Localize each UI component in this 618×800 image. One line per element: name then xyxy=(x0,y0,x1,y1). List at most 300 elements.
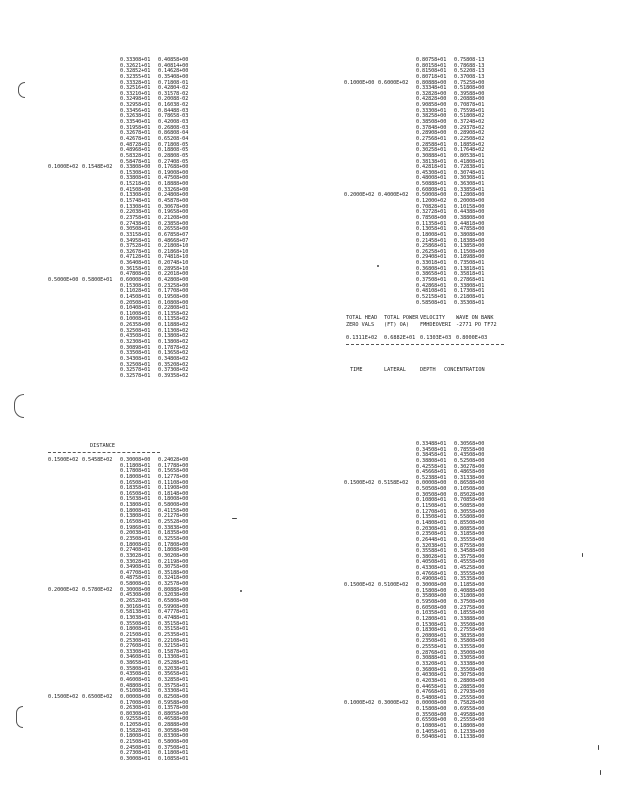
table-cell: 0.33208+01 xyxy=(416,660,447,667)
table-cell: 0.71808-01 xyxy=(158,79,189,86)
table-cell: 0.75828+00 xyxy=(454,700,485,707)
table-cell: 0.52508+00 xyxy=(454,457,485,464)
table-cell: 0.35588+01 xyxy=(416,548,447,555)
table-cell: 0.5000E+00 xyxy=(48,276,79,283)
table-cell: 0.30898+01 xyxy=(120,344,151,351)
table-cell: 0.32558+00 xyxy=(158,535,189,542)
table-cell: 0.54808+01 xyxy=(416,694,447,701)
table-cell: 0.20508+01 xyxy=(120,299,151,306)
table-cell: 0.51008+01 xyxy=(120,688,151,695)
table-cell: 0.30748+01 xyxy=(454,169,485,176)
table-cell: 0.45878+00 xyxy=(158,198,189,205)
table-cell: 0.32158+01 xyxy=(158,643,189,650)
table-cell: 0.38808+00 xyxy=(454,214,485,221)
table-cell: 0.31578-02 xyxy=(158,90,189,97)
table-cell: 0.33058+00 xyxy=(454,655,485,662)
table-cell: 0.27438+01 xyxy=(120,220,151,227)
table-cell: 0.49008+01 xyxy=(416,576,447,583)
table-cell: 0.30258+01 xyxy=(416,147,447,154)
table-cell: 0.30168+01 xyxy=(120,603,151,610)
table-cell: 0.60508+00 xyxy=(416,604,447,611)
table-cell: 0.86588+00 xyxy=(454,480,485,487)
table-cell: 0.3000E+02 xyxy=(378,700,409,707)
table-cell: 0.1500E+02 xyxy=(344,480,375,487)
table-cell: 0.32498+01 xyxy=(120,96,151,103)
table-cell: 0.20088-02 xyxy=(158,96,189,103)
table-cell: 0.47128+01 xyxy=(120,254,151,261)
table-cell: 0.13808+02 xyxy=(158,339,189,346)
table-cell: 0.42818+01 xyxy=(416,164,447,171)
table-cell: 0.15828+01 xyxy=(120,727,151,734)
table-cell: 0.11808+01 xyxy=(158,750,189,757)
table-cell: 0.38028+01 xyxy=(416,553,447,560)
table-cell: 0.15308+01 xyxy=(416,621,447,628)
table-cell: 0.84488-03 xyxy=(158,107,189,114)
table-cell: 0.12708+01 xyxy=(416,508,447,515)
table-cell: 0.65508+00 xyxy=(416,717,447,724)
table-cell: 0.48968+01 xyxy=(120,147,151,154)
table-block-top-left xyxy=(48,58,198,380)
table-cell: 0.21208+00 xyxy=(158,214,189,221)
table-cell: 0.38088+00 xyxy=(454,231,485,238)
table-cell: 0.18558+00 xyxy=(454,610,485,617)
table-cell: 0.18388+00 xyxy=(454,237,485,244)
table-cell: 0.41808+01 xyxy=(454,158,485,165)
table-cell: 0.75598+01 xyxy=(454,107,485,114)
table-cell: 0.18088+00 xyxy=(158,547,189,554)
table-cell: 0.11358+02 xyxy=(158,310,189,317)
table-cell: 0.52208-13 xyxy=(454,68,485,75)
table-cell: 0.60808+01 xyxy=(416,186,447,193)
table-cell: 0.00008+00 xyxy=(120,693,151,700)
table-cell: 0.27568+01 xyxy=(416,135,447,142)
table-cell: 0.23858+00 xyxy=(158,220,189,227)
table-cell: 0.30208+00 xyxy=(158,552,189,559)
table-cell: 0.25528+00 xyxy=(158,519,189,526)
table-cell: 0.48728+01 xyxy=(120,141,151,148)
table-cell: 0.45558+00 xyxy=(454,559,485,566)
table-cell: 0.2000E+02 xyxy=(48,586,79,593)
table-cell: 0.69558+00 xyxy=(454,706,485,713)
table-cell: 0.70858+00 xyxy=(454,497,485,504)
table-cell: 0.27558+00 xyxy=(454,627,485,634)
table-cell: 0.58328+01 xyxy=(120,152,151,159)
table-cell: 0.52388+01 xyxy=(416,474,447,481)
table-cell: 0.28808+00 xyxy=(454,677,485,684)
table-cell: 0.11008+01 xyxy=(120,310,151,317)
table-cell: 0.30558+00 xyxy=(454,508,485,515)
table-cell: 0.58008+01 xyxy=(120,581,151,588)
table-cell: 0.25558+00 xyxy=(454,694,485,701)
table-cell: 0.20748+10 xyxy=(158,260,189,267)
table-cell: 0.32516+01 xyxy=(120,85,151,92)
table-cell: 0.73508+01 xyxy=(454,260,485,267)
table-cell: 0.19658+00 xyxy=(158,209,189,216)
table-cell: 0.32355+01 xyxy=(120,73,151,80)
table-cell: 0.13818+01 xyxy=(454,265,485,272)
table-cell: 0.26558+00 xyxy=(158,226,189,233)
table-cell: 0.50888+01 xyxy=(416,181,447,188)
summary-value-4: 0.8000E+03 xyxy=(456,335,488,341)
table-cell: 0.44388+00 xyxy=(454,209,485,216)
table-cell: 0.13308+01 xyxy=(158,654,189,661)
table-cell: 0.42828+00 xyxy=(416,96,447,103)
table-cell: 0.40308+01 xyxy=(416,672,447,679)
table-cell: 0.25558+01 xyxy=(416,644,447,651)
table-cell: 0.75258+00 xyxy=(454,79,485,86)
table-cell: 0.5458E+02 xyxy=(82,457,113,463)
summary-subheader-2: (FT) OA) xyxy=(384,322,409,328)
table-cell: 0.35508+00 xyxy=(454,666,485,673)
table-cell: 0.30008+00 xyxy=(120,457,151,463)
table-cell: 0.42808+00 xyxy=(158,276,189,283)
table-cell: 0.85508+00 xyxy=(454,519,485,526)
table-cell: 0.86808-04 xyxy=(158,130,189,137)
table-cell: 0.34958+01 xyxy=(120,237,151,244)
table-cell: 0.23758+01 xyxy=(120,214,151,221)
table-cell: 0.11858+00 xyxy=(454,582,485,589)
table-cell: 0.18008+00 xyxy=(158,496,189,503)
table-cell: 0.47858+00 xyxy=(454,226,485,233)
table-cell: 0.40508+01 xyxy=(416,559,447,566)
table-cell: 0.34308+01 xyxy=(120,355,151,362)
table-cell: 0.51808+02 xyxy=(454,113,485,120)
table-cell: 0.65208-04 xyxy=(158,135,189,142)
table-cell: 0.33540+01 xyxy=(120,119,151,126)
table-cell: 0.18008+01 xyxy=(120,733,151,740)
table-cell: 0.00008+00 xyxy=(416,700,447,707)
table-cell: 0.40814+00 xyxy=(158,62,189,69)
table-cell: 0.48758+01 xyxy=(120,575,151,582)
table-cell: 0.80718+01 xyxy=(416,73,447,80)
table-cell xyxy=(378,735,416,741)
table-cell: 0.29378+02 xyxy=(454,124,485,131)
table-cell: 0.14808+01 xyxy=(416,519,447,526)
table-cell: 0.15748+01 xyxy=(120,198,151,205)
table-cell: 0.27408+01 xyxy=(120,547,151,554)
table-cell: 0.35158+01 xyxy=(158,626,189,633)
table-cell: 0.40858+00 xyxy=(158,57,189,63)
table-cell xyxy=(344,735,378,741)
table-cell xyxy=(82,757,120,763)
table-cell: 0.35758+01 xyxy=(158,682,189,689)
table-cell: 0.35188+00 xyxy=(158,569,189,576)
table-cell: 0.46588+00 xyxy=(158,716,189,723)
table-cell: 0.32958+01 xyxy=(120,102,151,109)
table-row xyxy=(48,757,198,763)
table-cell: 0.35758+00 xyxy=(454,553,485,560)
table-cell: 0.60008+00 xyxy=(120,276,151,283)
table-cell: 0.52158+01 xyxy=(416,293,447,300)
table-cell: 0.33308+01 xyxy=(120,648,151,655)
binder-hole-bottom xyxy=(16,706,23,728)
table-cell: 0.11108+00 xyxy=(158,479,189,486)
table-cell: 0.87558+00 xyxy=(454,542,485,549)
table-cell: 0.32578+01 xyxy=(120,367,151,374)
table-cell: 0.32508+01 xyxy=(120,327,151,334)
table-cell: 0.25868+01 xyxy=(416,243,447,250)
table-cell: 0.36808+01 xyxy=(416,666,447,673)
table-cell: 0.50508+00 xyxy=(416,486,447,493)
table-cell: 0.92558+01 xyxy=(120,716,151,723)
table-cell: 0.30758+00 xyxy=(454,672,485,679)
table-cell: 0.14058+01 xyxy=(416,728,447,735)
table-cell: 0.43508+01 xyxy=(120,671,151,678)
table-cell: 0.23508+01 xyxy=(416,531,447,538)
table-cell: 0.28958+10 xyxy=(158,265,189,272)
table-cell: 0.24508+01 xyxy=(120,744,151,751)
table-cell: 0.32638+01 xyxy=(120,113,151,120)
table-cell: 0.15808+00 xyxy=(416,706,447,713)
table-cell: 0.1000E+02 xyxy=(48,164,79,171)
table-cell: 0.19508+00 xyxy=(158,293,189,300)
table-cell: 0.65808+00 xyxy=(158,598,189,605)
table-cell: 0.26528+01 xyxy=(120,598,151,605)
table-cell: 0.18808+00 xyxy=(454,723,485,730)
table-cell: 0.47668+01 xyxy=(416,570,447,577)
table-cell: 0.15308+01 xyxy=(120,169,151,176)
table-cell: 0.18008+01 xyxy=(120,507,151,514)
table-cell: 0.67858+07 xyxy=(158,231,189,238)
table-row xyxy=(48,374,198,380)
table-cell: 0.55808+00 xyxy=(454,514,485,521)
table-cell: 0.47488+01 xyxy=(158,614,189,621)
table-cell: 0.38658+01 xyxy=(120,660,151,667)
table-cell: 0.21868+10 xyxy=(158,248,189,255)
table-cell: 0.44818+00 xyxy=(454,220,485,227)
table-cell: 0.36808+01 xyxy=(416,265,447,272)
table-cell: 0.33268+00 xyxy=(158,186,189,193)
table-cell: 0.1000E+02 xyxy=(344,700,375,707)
table-cell: 0.33456+01 xyxy=(120,107,151,114)
table-cell: 0.42678+01 xyxy=(120,135,151,142)
table-cell: 0.58508+01 xyxy=(416,299,447,306)
summary-header-2: TOTAL POWER xyxy=(384,315,419,321)
table-cell: 0.32038+00 xyxy=(158,592,189,599)
binder-hole-middle xyxy=(14,394,24,418)
table-cell: 0.30508+00 xyxy=(416,491,447,498)
table-cell: 0.16508+01 xyxy=(120,490,151,497)
table-cell: 0.28588+01 xyxy=(416,141,447,148)
table-cell: 0.33328+01 xyxy=(120,79,151,86)
table-cell: 0.18008+01 xyxy=(120,541,151,548)
table-cell: 0.12338+00 xyxy=(454,728,485,735)
table-cell: 0.45308+00 xyxy=(120,592,151,599)
table-cell: 0.21508+01 xyxy=(120,631,151,638)
table-cell: 0.13308+01 xyxy=(120,203,151,210)
table-cell: 0.32678+01 xyxy=(120,248,151,255)
summary-value-2: 0.6882E+01 xyxy=(384,335,416,341)
table-cell: 0.37848+00 xyxy=(416,124,447,131)
table-cell: 0.20308+01 xyxy=(416,525,447,532)
table-cell: 0.16508+01 xyxy=(120,519,151,526)
table-cell: 0.13038+01 xyxy=(120,614,151,621)
table-cell: 0.4000E+02 xyxy=(378,192,409,199)
table-cell: 0.33508+01 xyxy=(120,350,151,357)
table-cell: 0.40888+00 xyxy=(454,587,485,594)
table-cell: 0.78688-13 xyxy=(454,62,485,69)
table-cell: 0.50408+01 xyxy=(416,734,447,741)
table-cell: 0.33028+01 xyxy=(120,558,151,565)
table-cell: 0.27308+01 xyxy=(120,750,151,757)
table-cell: 0.17808+01 xyxy=(120,468,151,475)
table-cell: 0.46008+01 xyxy=(120,676,151,683)
table-cell: 0.13808+01 xyxy=(120,502,151,509)
table-cell: 0.80858+00 xyxy=(454,525,485,532)
table-cell: 0.50008+00 xyxy=(416,192,447,199)
table-cell: 0.80538+01 xyxy=(454,152,485,159)
table-cell: 0.44658+01 xyxy=(416,683,447,690)
table-cell: 0.11508+01 xyxy=(416,503,447,510)
table-cell: 0.32038+01 xyxy=(416,542,447,549)
table-cell xyxy=(344,301,378,307)
table-cell: 0.32678+01 xyxy=(120,130,151,137)
table-cell: 0.15808+00 xyxy=(416,587,447,594)
table-cell: 0.43308+01 xyxy=(416,565,447,572)
table-cell: 0.32578+00 xyxy=(158,581,189,588)
table-cell: 0.47668+01 xyxy=(416,689,447,696)
table-cell: 0.41508+00 xyxy=(120,186,151,193)
table-cell: 0.39358+02 xyxy=(158,372,189,379)
table-cell: 0.13808+01 xyxy=(120,513,151,520)
table-cell: 0.30278+00 xyxy=(454,463,485,470)
table-cell: 0.48658+00 xyxy=(454,469,485,476)
table-cell: 0.10008+01 xyxy=(120,316,151,323)
table-cell: 0.47508+00 xyxy=(158,175,189,182)
summary-value-3: 0.1303E+03 xyxy=(420,335,452,341)
table-cell: 0.32621+01 xyxy=(120,62,151,69)
table-cell: 0.30678+00 xyxy=(158,203,189,210)
table-cell: 0.5800E+01 xyxy=(82,276,113,283)
table-cell: 0.5100E+02 xyxy=(378,582,409,589)
table-cell: 0.11888+02 xyxy=(158,322,189,329)
table-cell: 0.37528+01 xyxy=(120,243,151,250)
speck xyxy=(582,553,583,557)
table-cell: 0.59908+00 xyxy=(158,603,189,610)
table-cell: 0.38258+00 xyxy=(416,113,447,120)
table-cell: 0.33888+00 xyxy=(454,615,485,622)
table-cell: 0.33858+01 xyxy=(454,186,485,193)
table-cell: 0.33488+01 xyxy=(416,441,447,447)
table-cell: 0.18308+01 xyxy=(416,627,447,634)
table-block-bottom-left xyxy=(48,458,198,763)
table-cell: 0.22808+01 xyxy=(158,305,189,312)
table-cell: 0.10808+01 xyxy=(416,497,447,504)
table-cell: 0.15658+00 xyxy=(158,468,189,475)
table-cell: 0.29408+01 xyxy=(416,254,447,261)
table-cell: 0.49588+00 xyxy=(454,711,485,718)
table-block-bottom-right xyxy=(344,442,494,741)
table-cell: 0.22508+02 xyxy=(454,135,485,142)
table-cell: 0.17648+02 xyxy=(454,147,485,154)
table-cell: 0.23258+00 xyxy=(158,282,189,289)
table-cell: 0.45308+01 xyxy=(416,169,447,176)
table-cell: 0.78558+00 xyxy=(454,446,485,453)
table-cell: 0.33308+01 xyxy=(416,107,447,114)
table-cell: 0.51808+00 xyxy=(454,85,485,92)
table-cell: 0.25558+00 xyxy=(454,717,485,724)
table-cell: 0.10858+01 xyxy=(158,755,189,762)
table-cell: 0.48668+07 xyxy=(158,237,189,244)
table-cell: 0.31338+00 xyxy=(454,474,485,481)
table-cell: 0.18858+02 xyxy=(454,141,485,148)
table-cell: 0.30888+01 xyxy=(416,152,447,159)
table-cell: 0.37008-13 xyxy=(454,73,485,80)
table-cell: 0.20808+01 xyxy=(416,632,447,639)
table-cell: 0.21808+10 xyxy=(158,243,189,250)
table-cell: 0.47778+01 xyxy=(158,609,189,616)
speck xyxy=(240,590,242,592)
table-cell: 0.38458+01 xyxy=(416,452,447,459)
table-cell: 0.38358+00 xyxy=(454,632,485,639)
table-cell: 0.34808+02 xyxy=(158,355,189,362)
table-cell: 0.78508+00 xyxy=(416,214,447,221)
table-cell: 0.18808-05 xyxy=(158,147,189,154)
table-cell: 0.36408+01 xyxy=(120,260,151,267)
table-cell: 0.34608+01 xyxy=(120,654,151,661)
table-cell: 0.35808+01 xyxy=(120,665,151,672)
table-cell: 0.81508+01 xyxy=(416,68,447,75)
table-cell: 0.58008+00 xyxy=(158,739,189,746)
table-cell: 0.18888+00 xyxy=(158,181,189,188)
table-cell: 0.35008+00 xyxy=(454,649,485,656)
table-cell: 0.21508+01 xyxy=(120,739,151,746)
table-cell: 0.14628+00 xyxy=(158,68,189,75)
table-cell: 0.11508+00 xyxy=(454,248,485,255)
table-cell: 0.27608+01 xyxy=(120,643,151,650)
table-cell xyxy=(48,374,82,380)
table-cell: 0.26308+01 xyxy=(120,705,151,712)
table-cell: 0.48808+01 xyxy=(120,682,151,689)
table-cell: 0.1500E+02 xyxy=(48,457,79,463)
table-cell: 0.35158+01 xyxy=(158,620,189,627)
table-cell: 0.35508+01 xyxy=(120,620,151,627)
table-cell: 0.17788+00 xyxy=(158,462,189,469)
speck xyxy=(598,745,599,750)
table-cell: 0.13308+01 xyxy=(120,192,151,199)
table-cell: 0.38808+01 xyxy=(416,457,447,464)
table-cell: 0.10508+00 xyxy=(454,486,485,493)
table-cell: 0.80158+01 xyxy=(416,62,447,69)
table-cell: 0.26448+01 xyxy=(416,536,447,543)
table-cell: 0.59508+00 xyxy=(416,598,447,605)
table-cell: 0.72838+01 xyxy=(454,164,485,171)
table-cell: 0.13808+02 xyxy=(158,333,189,340)
table-cell: 0.18358+01 xyxy=(120,485,151,492)
table-cell: 0.22038+01 xyxy=(120,209,151,216)
summary-value-1: 0.1311E+02 xyxy=(346,335,378,341)
table-cell: 0.45258+00 xyxy=(454,565,485,572)
table-cell: 0.10808+00 xyxy=(158,299,189,306)
table-cell: 0.34908+01 xyxy=(120,564,151,571)
table-cell: 0.71808-05 xyxy=(158,141,189,148)
table-cell: 0.36158+01 xyxy=(120,265,151,272)
table-cell: 0.32038+01 xyxy=(158,665,189,672)
table-cell: 0.35808+00 xyxy=(416,593,447,600)
table-cell: 0.25288+01 xyxy=(158,660,189,667)
footer-label-3: DEPTH xyxy=(420,367,436,373)
binder-hole-top xyxy=(18,82,25,98)
table-cell: 0.37508+01 xyxy=(158,744,189,751)
table-cell: 0.15308+01 xyxy=(120,282,151,289)
table-cell: 0.37248+02 xyxy=(454,119,485,126)
table-cell: 0.19868+01 xyxy=(120,524,151,531)
table-cell: 0.33558+00 xyxy=(454,644,485,651)
table-cell: 0.32418+00 xyxy=(158,575,189,582)
table-cell: 0.33808+00 xyxy=(120,164,151,171)
table-cell: 0.35558+00 xyxy=(454,536,485,543)
left-section-header: DISTANCE xyxy=(90,443,115,449)
